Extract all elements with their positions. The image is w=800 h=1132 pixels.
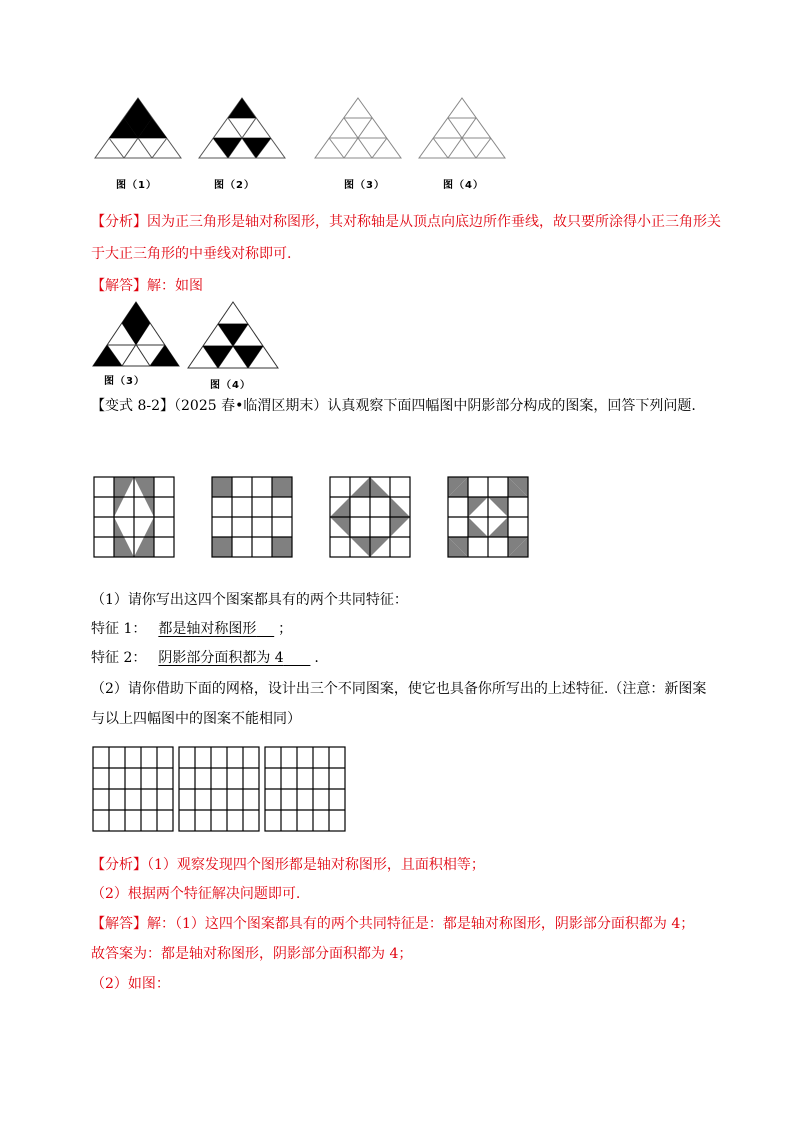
feature-1: 特征 1： 都是轴对称图形 ； [91, 621, 293, 637]
answer-tag: 【解答】 [91, 278, 147, 294]
blank-grid-3 [265, 747, 349, 835]
solution-answer-tag: 【解答】 [91, 916, 147, 932]
triangle-figure-4 [417, 96, 507, 162]
pattern-grid-1 [94, 477, 178, 561]
feature-1-label: 特征 1： [91, 621, 147, 637]
pattern-grid-3 [330, 477, 414, 561]
triangle-figure-3 [313, 96, 403, 162]
variant-heading: 【变式 8-2】（2025 春•临渭区期末）认真观察下面四幅图中阴影部分构成的图案，回答下列问题. [91, 398, 696, 414]
answer-caption-4: 图（4） [210, 380, 251, 391]
analysis-line-1: 【分析】因为正三角形是轴对称图形，其对称轴是从顶点向底边所作垂线，故只要所涂得小正三角形关 [91, 214, 721, 230]
solution-answer-line-2: 故答案为：都是轴对称图形，阴影部分面积都为 4； [91, 946, 413, 962]
solution-answer-line-1: 【解答】解：（1）这四个图案都具有的两个共同特征是：都是轴对称图形，阴影部分面积都为 4； [91, 916, 695, 932]
solution-analysis-tag: 【分析】 [91, 857, 147, 873]
triangle-figure-1 [93, 96, 183, 162]
answer-triangle-figure-4 [186, 300, 280, 372]
variant-tag: 【变式 8-2】 [91, 398, 174, 414]
answer-caption-3: 图（3） [104, 376, 145, 387]
triangle-figure-2 [197, 96, 287, 162]
solution-analysis-line-1: 【分析】（1）观察发现四个图形都是轴对称图形，且面积相等； [91, 857, 485, 873]
q2-prompt-line-2: 与以上四幅图中的图案不能相同） [91, 711, 301, 727]
solution-analysis-line-2: （2）根据两个特征解决问题即可. [91, 886, 301, 902]
figure-caption-1: 图（1） [116, 180, 157, 191]
feature-1-value: 都是轴对称图形 [158, 621, 257, 637]
pattern-grid-4 [448, 477, 532, 561]
blank-grid-1 [93, 747, 177, 835]
variant-source: （2025 春•临渭区期末） [174, 398, 328, 414]
answer-triangle-figure-3 [91, 300, 181, 370]
feature-2: 特征 2： 阴影部分面积都为 4 . [91, 650, 319, 666]
q1-prompt: （1）请你写出这四个图案都具有的两个共同特征： [91, 592, 408, 608]
blank-grid-2 [179, 747, 263, 835]
figure-caption-2: 图（2） [214, 180, 255, 191]
solution-answer-line-3: （2）如图： [91, 976, 170, 992]
pattern-grid-2 [212, 477, 296, 561]
analysis-tag: 【分析】 [91, 214, 147, 230]
figure-caption-4: 图（4） [443, 180, 484, 191]
q2-prompt-line-1: （2）请你借助下面的网格，设计出三个不同图案，使它也具备你所写出的上述特征.（注意：新图案 [91, 681, 707, 697]
answer-line: 【解答】解：如图 [91, 278, 203, 294]
feature-2-value: 阴影部分面积都为 4 [158, 650, 284, 666]
analysis-line-2: 于大正三角形的中垂线对称即可. [91, 246, 292, 262]
figure-caption-3: 图（3） [344, 180, 385, 191]
feature-2-label: 特征 2： [91, 650, 147, 666]
